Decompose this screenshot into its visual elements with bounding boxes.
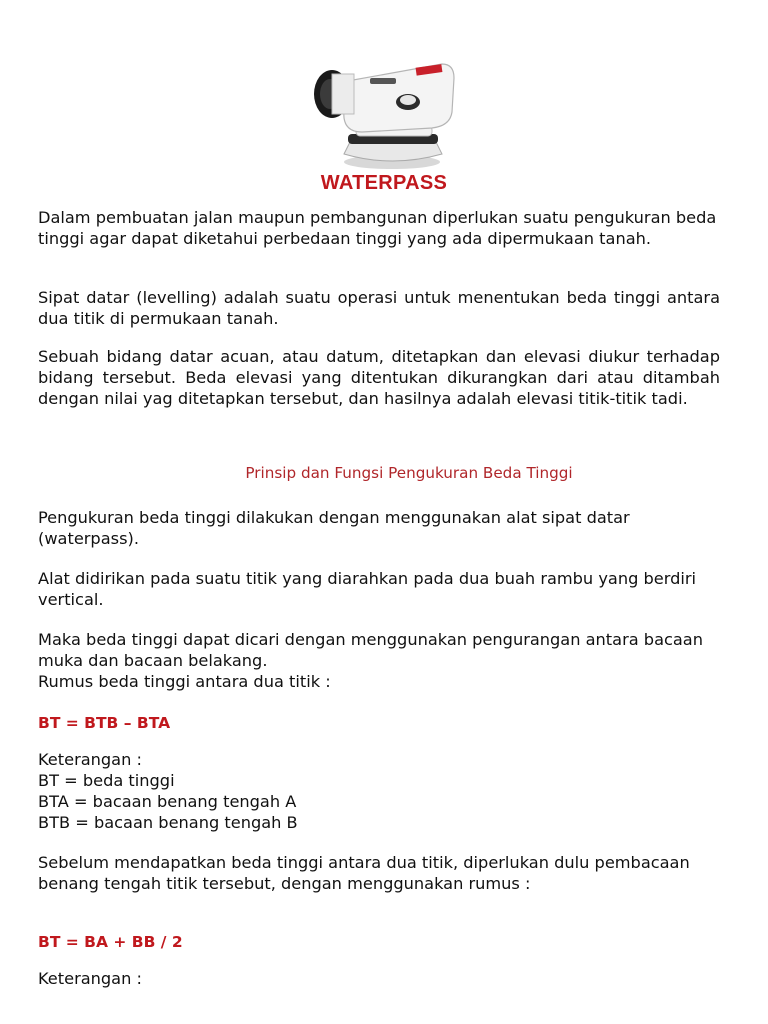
formula-intro: Rumus beda tinggi antara dua titik : <box>38 672 331 691</box>
middle-thread-paragraph: Sebelum mendapatkan beda tinggi antara dua titik, diperlukan dulu pembacaan benang tengah titik tersebut, dengan menggunakan rumus : <box>38 853 690 893</box>
levelling-paragraph: Sipat datar (levelling) adalah suatu operasi untuk menentukan beda tinggi antara dua titik di permukaan tanah. <box>38 288 720 328</box>
intro-paragraph: Dalam pembuatan jalan maupun pembangunan diperlukan suatu pengukuran beda tinggi agar dapat diketahui perbedaan tinggi yang ada dipermukaan tanah. <box>38 208 717 248</box>
formula-height-difference: BT = BTB – BTA <box>38 714 171 732</box>
formula-middle-thread: BT = BA + BB / 2 <box>38 933 183 951</box>
legend-title-2: Keterangan : <box>38 969 142 988</box>
page-title: WATERPASS <box>320 172 448 194</box>
reading-paragraph <box>38 629 720 692</box>
datum-paragraph: Sebuah bidang datar acuan, atau datum, ditetapkan dan elevasi diukur terhadap bidang tersebut. Beda elevasi yang ditentukan dikurangkan dari atau ditambah dengan nilai yag ditetapkan tersebut, dan hasilnya adalah elevasi titik-titik tadi. <box>38 347 720 408</box>
legend-item-btb: BTB = bacaan benang tengah B <box>38 813 298 832</box>
legend-block-1 <box>38 749 720 833</box>
measurement-paragraph: Pengukuran beda tinggi dilakukan dengan menggunakan alat sipat datar (waterpass). <box>38 508 630 548</box>
waterpass-instrument-icon <box>302 42 472 172</box>
legend-title: Keterangan : <box>38 750 142 769</box>
reading-text: Maka beda tinggi dapat dicari dengan menggunakan pengurangan antara bacaan muka dan bacaan belakang. <box>38 630 703 670</box>
section-heading: Prinsip dan Fungsi Pengukuran Beda Tinggi <box>245 464 573 482</box>
legend-item-bt: BT = beda tinggi <box>38 771 175 790</box>
legend-item-bta: BTA = bacaan benang tengah A <box>38 792 297 811</box>
instrument-setup-paragraph: Alat didirikan pada suatu titik yang diarahkan pada dua buah rambu yang berdiri vertical. <box>38 569 697 609</box>
